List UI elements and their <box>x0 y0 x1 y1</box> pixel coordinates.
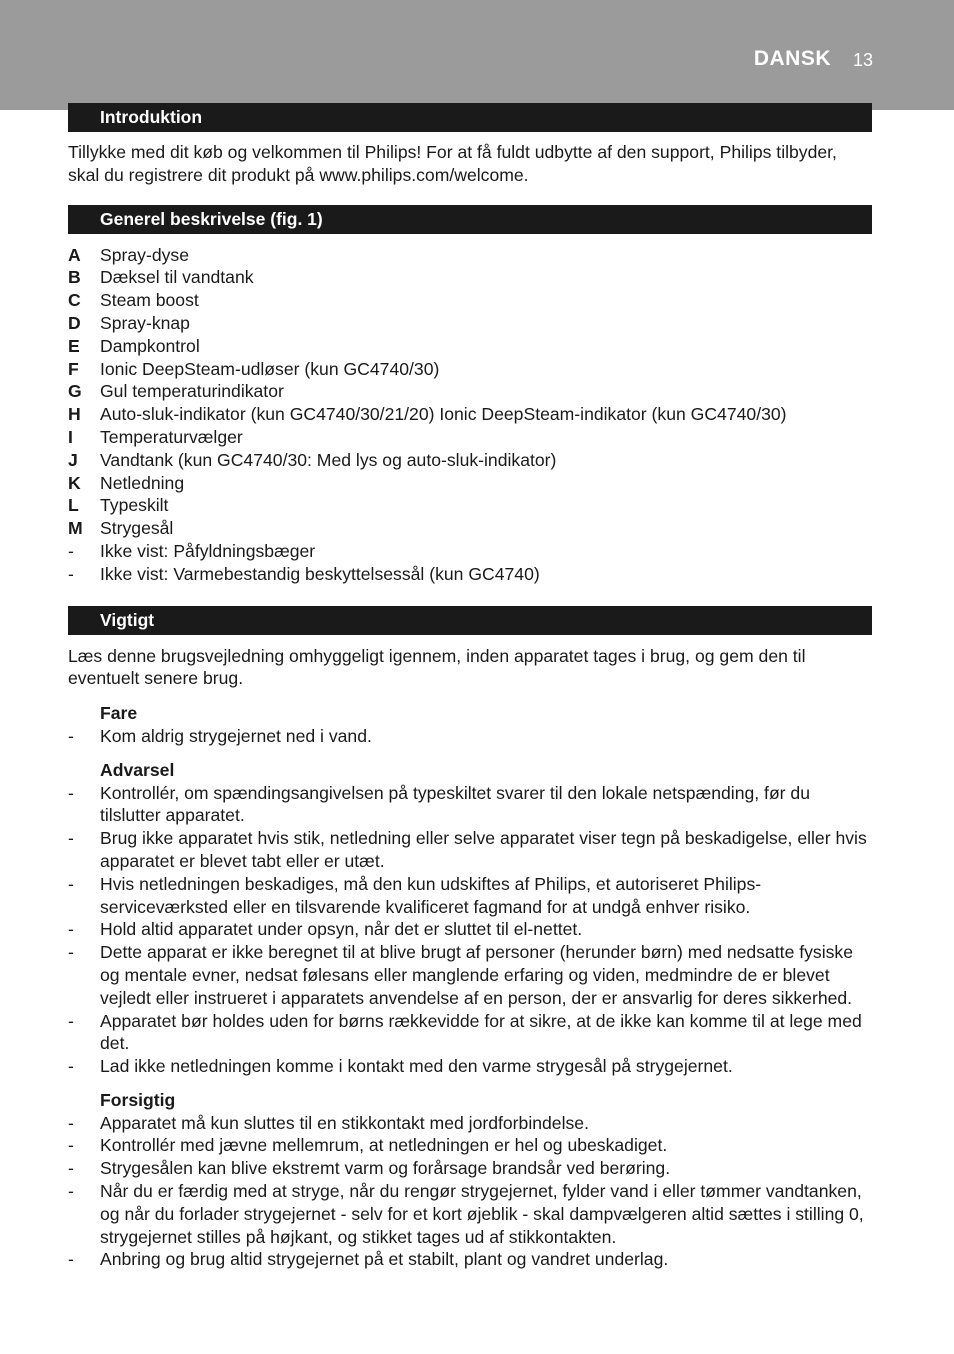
warning-text: Apparatet bør holdes uden for børns rækkevidde for at sikre, at de ikke kan komme til at lege med det. <box>100 1010 862 1054</box>
danger-text: Kom aldrig strygejernet ned i vand. <box>100 725 372 746</box>
list-dash: - <box>68 873 74 894</box>
part-letter: A <box>68 244 81 265</box>
list-dash: - <box>68 942 74 963</box>
warning-item <box>68 918 872 941</box>
part-text: Dampkontrol <box>100 335 200 356</box>
part-item <box>68 266 872 289</box>
section-heading-vigtigt: Vigtigt <box>68 606 872 635</box>
part-text: Auto-sluk-indikator (kun GC4740/30/21/20) Ionic DeepSteam-indikator (kun GC4740/30) <box>100 404 787 425</box>
warning-item <box>68 782 872 828</box>
part-text: Vandtank (kun GC4740/30: Med lys og auto-sluk-indikator) <box>100 449 557 470</box>
page-number: 13 <box>852 50 873 70</box>
warning-item <box>68 1055 872 1078</box>
section-heading-introduktion: Introduktion <box>68 103 872 132</box>
not-shown-item <box>68 540 872 563</box>
caution-item <box>68 1180 872 1248</box>
part-item <box>68 380 872 403</box>
page-header-band <box>0 0 954 110</box>
caution-heading: Forsigtig <box>100 1089 176 1110</box>
warning-item <box>68 827 872 873</box>
list-dash: - <box>68 1135 74 1156</box>
not-shown-item <box>68 563 872 586</box>
part-item <box>68 403 872 426</box>
part-letter: E <box>68 335 80 356</box>
part-letter: C <box>68 290 81 311</box>
list-dash: - <box>68 1249 74 1270</box>
warning-item <box>68 941 872 1009</box>
part-letter: G <box>68 381 82 402</box>
warning-text: Kontrollér, om spændingsangivelsen på typeskiltet svarer til den lokale netspænding, før du tilslutter apparatet. <box>100 782 811 826</box>
part-letter: J <box>68 449 78 470</box>
important-intro-paragraph: Læs denne brugsvejledning omhyggeligt igennem, inden apparatet tages i brug, og gem den til eventuelt senere brug. <box>68 645 806 689</box>
list-dash: - <box>68 1181 74 1202</box>
part-text: Typeskilt <box>100 495 169 516</box>
part-item <box>68 517 872 540</box>
caution-text: Når du er færdig med at stryge, når du rengør strygejernet, fylder vand i eller tømmer vandtanken, og når du forlader strygejernet - selv for et kort øjeblik - skal dampvælgeren altid sættes i stilling 0, strygejernet stilles på højkant, og stikket tages ud af stikkontakten. <box>100 1181 864 1247</box>
list-dash: - <box>68 725 74 746</box>
part-item <box>68 472 872 495</box>
part-text: Temperaturvælger <box>100 426 243 447</box>
warning-item <box>68 1010 872 1056</box>
part-text: Spray-dyse <box>100 244 189 265</box>
warning-text: Lad ikke netledningen komme i kontakt med den varme strygesål på strygejernet. <box>100 1056 733 1077</box>
part-letter: F <box>68 358 79 379</box>
part-letter: K <box>68 472 81 493</box>
caution-text: Strygesålen kan blive ekstremt varm og forårsage brandsår ved berøring. <box>100 1158 671 1179</box>
list-dash: - <box>68 1112 74 1133</box>
intro-paragraph: Tillykke med dit køb og velkommen til Philips! For at få fuldt udbytte af den support, Philips tilbyder, skal du registrere dit produkt på www.philips.com/welcome. <box>68 142 837 185</box>
part-item <box>68 494 872 517</box>
caution-item <box>68 1157 872 1180</box>
warning-heading: Advarsel <box>100 759 175 780</box>
list-dash: - <box>68 1056 74 1077</box>
document-body <box>68 103 872 1271</box>
part-item <box>68 358 872 381</box>
part-letter: H <box>68 404 81 425</box>
section-heading-general-description: Generel beskrivelse (fig. 1) <box>68 205 872 234</box>
list-dash: - <box>68 919 74 940</box>
part-text: Gul temperaturindikator <box>100 381 284 402</box>
caution-item <box>68 1134 872 1157</box>
caution-item <box>68 1112 872 1135</box>
caution-item <box>68 1248 872 1271</box>
danger-heading: Fare <box>100 703 138 724</box>
part-text: Spray-knap <box>100 312 190 333</box>
list-dash: - <box>68 782 74 803</box>
language-label: DANSK <box>753 47 831 70</box>
part-letter: L <box>68 495 79 516</box>
part-item <box>68 335 872 358</box>
warning-text: Brug ikke apparatet hvis stik, netledning eller selve apparatet viser tegn på beskadigelse, eller hvis apparatet er blevet tabt eller er utæt. <box>100 828 867 871</box>
list-dash: - <box>68 563 74 584</box>
list-dash: - <box>68 828 74 849</box>
part-letter: D <box>68 312 81 333</box>
list-dash: - <box>68 1010 74 1031</box>
warning-text: Hvis netledningen beskadiges, må den kun udskiftes af Philips, et autoriseret Philips-serviceværksted eller en tilsvarende kvalificeret fagmand for at undgå enhver risiko. <box>100 873 762 917</box>
part-item <box>68 426 872 449</box>
warning-text: Hold altid apparatet under opsyn, når det er sluttet til el-nettet. <box>100 919 583 940</box>
caution-text: Kontrollér med jævne mellemrum, at netledningen er hel og ubeskadiget. <box>100 1135 668 1156</box>
part-item <box>68 244 872 267</box>
caution-text: Apparatet må kun sluttes til en stikkontakt med jordforbindelse. <box>100 1112 589 1133</box>
part-item <box>68 312 872 335</box>
parts-list <box>68 244 872 586</box>
part-text: Ionic DeepSteam-udløser (kun GC4740/30) <box>100 358 440 379</box>
part-text: Dæksel til vandtank <box>100 267 254 288</box>
warning-item <box>68 873 872 919</box>
part-item <box>68 289 872 312</box>
part-text: Strygesål <box>100 518 174 539</box>
list-dash: - <box>68 540 74 561</box>
warning-text: Dette apparat er ikke beregnet til at blive brugt af personer (herunder børn) med nedsatte fysiske og mentale evner, nedsat følesans eller manglende erfaring og viden, medmindre de er blevet vejledt eller instrueret i apparatets anvendelse af en person, der er ansvarlig for deres sikkerhed. <box>100 942 854 1008</box>
part-text: Netledning <box>100 472 185 493</box>
part-letter: B <box>68 267 81 288</box>
part-letter: M <box>68 518 83 539</box>
not-shown-text: Ikke vist: Påfyldningsbæger <box>100 540 316 561</box>
caution-text: Anbring og brug altid strygejernet på et stabilt, plant og vandret underlag. <box>100 1249 669 1270</box>
part-text: Steam boost <box>100 290 199 311</box>
not-shown-text: Ikke vist: Varmebestandig beskyttelsessål (kun GC4740) <box>100 563 540 584</box>
part-letter: I <box>68 426 73 447</box>
danger-item <box>68 725 872 748</box>
part-item <box>68 449 872 472</box>
list-dash: - <box>68 1158 74 1179</box>
